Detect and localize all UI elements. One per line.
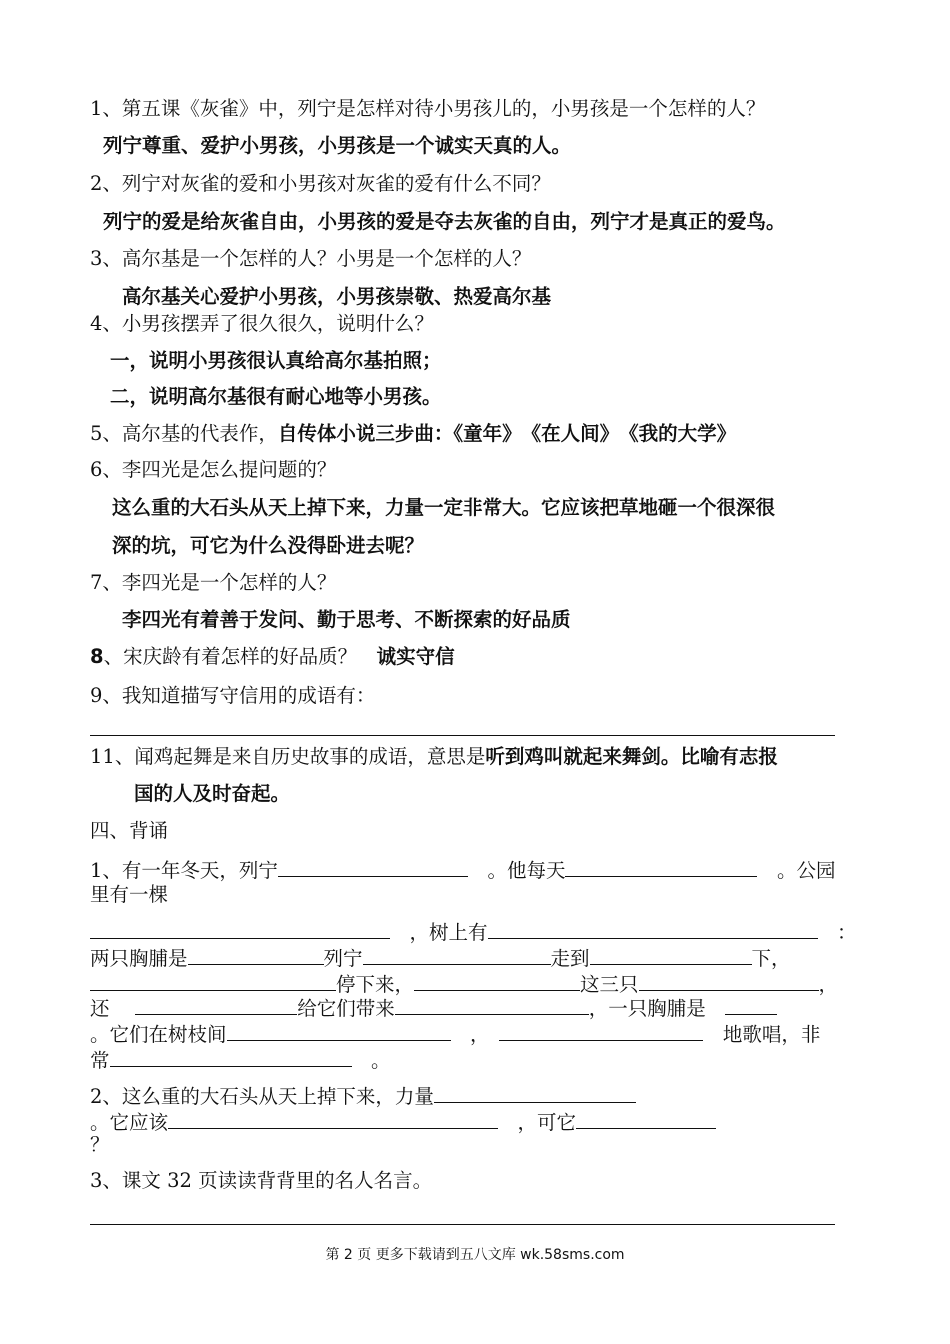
recite-2-line-3: ？ [90,1133,110,1156]
question-7: 7、李四光是一个怎样的人？ [90,571,337,594]
answer-3: 高尔基关心爱护小男孩，小男孩崇敬、热爱高尔基 [122,285,552,308]
answer-line-9[interactable] [90,735,835,736]
answer-8: 诚实守信 [376,645,455,668]
blank[interactable] [227,1020,451,1041]
blank[interactable] [576,1108,716,1129]
answer-2: 列宁的爱是给灰雀自由，小男孩的爱是夺去灰雀的自由，列宁才是真正的爱鸟。 [103,210,786,233]
question-5: 5、高尔基的代表作，自传体小说三步曲：《童年》 《在人间》 《我的大学》 [90,422,737,445]
answer-4a: 一，说明小男孩很认真给高尔基拍照； [110,349,442,372]
blank[interactable] [639,970,819,991]
recite-1-line-7: 。它们在树枝间 ， 地歌唱，非 [90,1020,820,1048]
recite-3: 3、课文 32 页读读背背里的名人名言。 [90,1169,433,1192]
answer-6a: 这么重的大石头从天上掉下来，力量一定非常大。它应该把草地砸一个很深很 [112,496,776,519]
answer-11a: 听到鸡叫就起来舞剑。比喻有志报 [485,745,778,768]
recite-2-line-2: 。它应该 ，可它 [90,1108,716,1136]
question-2: 2、列宁对灰雀的爱和小男孩对灰雀的爱有什么不同？ [90,172,551,195]
question-6: 6、李四光是怎么提问题的？ [90,458,337,481]
blank[interactable] [414,970,580,991]
recite-1-line-8: 常 。 [90,1046,391,1074]
blank[interactable] [499,1020,703,1041]
blank[interactable] [135,994,297,1015]
section-title: 四、背诵 [90,819,169,842]
blank[interactable] [90,918,390,939]
question-9: 9、我知道描写守信用的成语有： [90,684,376,707]
recite-1-line-1: 1、有一年冬天，列宁 。他每天 。公园 [90,856,835,884]
answer-line-recite-3[interactable] [90,1224,835,1225]
question-1: 1、第五课《灰雀》中，列宁是怎样对待小男孩儿的，小男孩是一个怎样的人？ [90,97,766,120]
recite-2-line-1: 2、这么重的大石头从天上掉下来，力量 [90,1082,636,1110]
blank[interactable] [565,856,757,877]
question-8: 8、宋庆龄有着怎样的好品质？ 诚实守信 [90,645,455,668]
blank[interactable] [590,944,752,965]
answer-11b: 国的人及时奋起。 [134,782,291,805]
question-4: 4、小男孩摆弄了很久很久，说明什么？ [90,312,434,335]
recite-1-line-2: 里有一棵 [90,883,169,906]
question-3: 3、高尔基是一个怎样的人？小男是一个怎样的人？ [90,247,532,270]
recite-1-line-6: 还 给它们带来 ，一只胸脯是 [90,994,777,1022]
recite-1-line-4: 两只胸脯是 列宁 走到 下， [90,944,791,972]
blank[interactable] [434,1082,636,1103]
blank[interactable] [188,944,324,965]
answer-1: 列宁尊重、爱护小男孩，小男孩是一个诚实天真的人。 [103,134,572,157]
answer-6b: 深的坑，可它为什么没得卧进去呢？ [112,534,425,557]
recite-1-line-5: 停下来， 这三只 ， [90,970,838,998]
blank[interactable] [278,856,468,877]
blank[interactable] [168,1108,498,1129]
blank[interactable] [488,918,818,939]
answer-5: 自传体小说三步曲：《童年》 《在人间》 《我的大学》 [277,422,737,445]
page-footer: 第 2 页 更多下载请到五八文库 wk.58sms.com [325,1247,625,1263]
question-11: 11、闻鸡起舞是来自历史故事的成语，意思是听到鸡叫就起来舞剑。比喻有志报 [90,745,778,768]
blank[interactable] [395,994,589,1015]
blank[interactable] [110,1046,352,1067]
answer-7: 李四光有着善于发问、勤于思考、不断探索的好品质 [122,608,571,631]
recite-1-line-3: ，树上有 ： [90,918,857,946]
blank[interactable] [363,944,551,965]
blank[interactable] [90,970,336,991]
blank[interactable] [725,994,777,1015]
answer-4b: 二，说明高尔基很有耐心地等小男孩。 [110,385,442,408]
